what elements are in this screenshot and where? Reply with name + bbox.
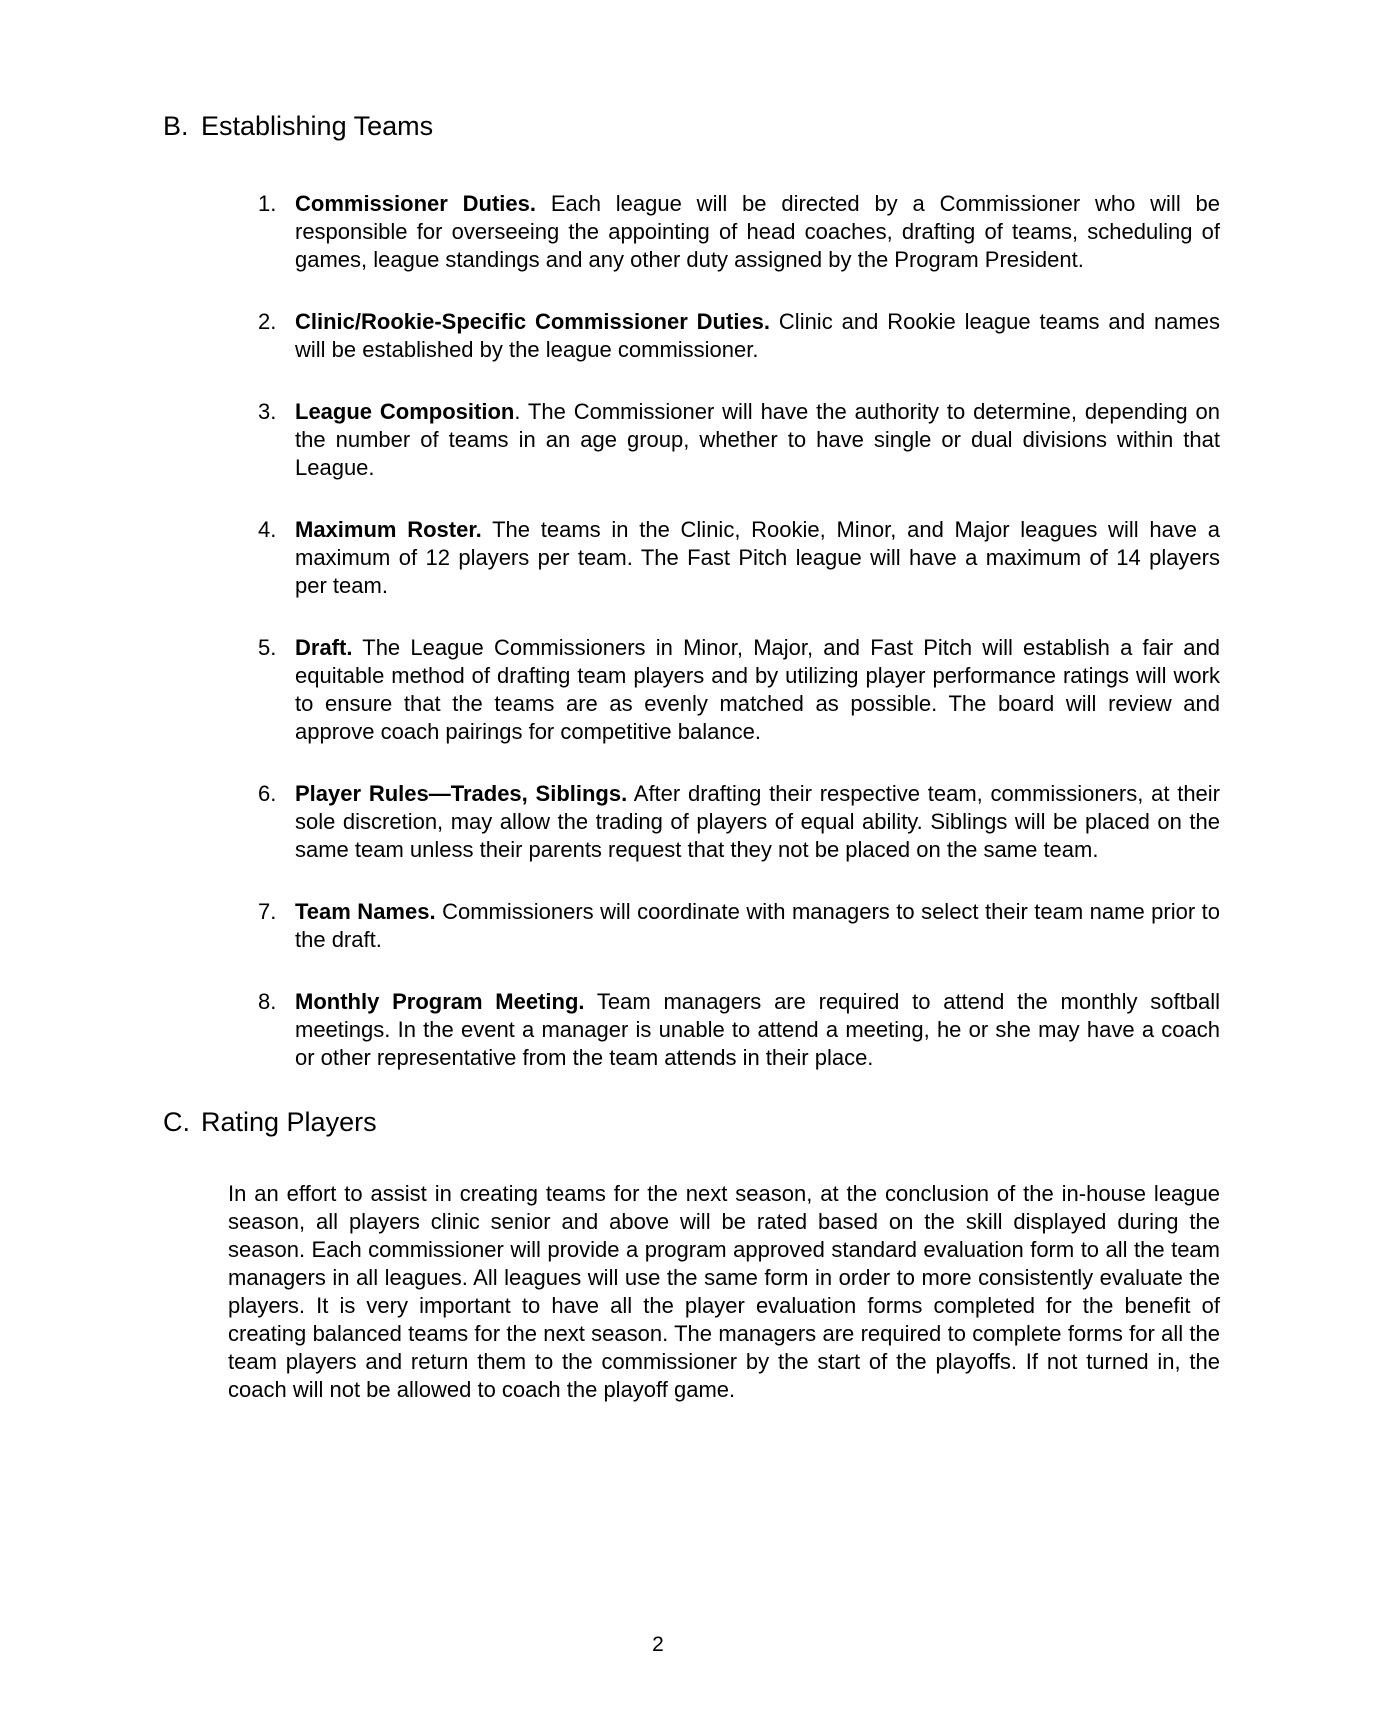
list-item-5 xyxy=(258,634,1220,746)
list-item-4-lead: Maximum Roster. xyxy=(295,517,482,542)
list-item-8-lead: Monthly Program Meeting. xyxy=(295,989,585,1014)
section-b-heading xyxy=(163,110,1220,142)
list-item-2-number: 2. xyxy=(258,309,277,334)
section-b-label: B. xyxy=(163,111,189,141)
list-item-4 xyxy=(258,516,1220,600)
list-item-3-lead: League Composition xyxy=(295,399,515,424)
list-item-2 xyxy=(258,308,1220,364)
list-item-4-rest: The teams in the Clinic, Rookie, Minor, and Major leagues will have a maximum of 12 players per team. The Fast Pitch league will have a maximum of 14 players per team. xyxy=(295,517,1220,598)
section-b-list xyxy=(258,190,1220,1072)
page-number: 2 xyxy=(652,1633,664,1656)
section-b-title: Establishing Teams xyxy=(201,111,434,141)
section-c-label: C. xyxy=(163,1107,190,1137)
list-item-6-text xyxy=(295,780,1220,864)
list-item-6-lead: Player Rules—Trades, Siblings. xyxy=(295,781,628,806)
list-item-5-rest: The League Commissioners in Minor, Major, and Fast Pitch will establish a fair and equitable method of drafting team players and by utilizing player performance ratings will work to ensure that the teams are as evenly matched as possible. The board will review and approve coach pairings for competitive balance. xyxy=(295,635,1220,744)
list-item-6-number: 6. xyxy=(258,781,277,806)
list-item-8 xyxy=(258,988,1220,1072)
list-item-7 xyxy=(258,898,1220,954)
list-item-1 xyxy=(258,190,1220,274)
list-item-6 xyxy=(258,780,1220,864)
section-c-paragraph: In an effort to assist in creating teams for the next season, at the conclusion of the in-house league season, all players clinic senior and above will be rated based on the skill displayed during the season. Each commissioner will provide a program approved standard evaluation form to all the team managers in all leagues. All leagues will use the same form in order to more consistently evaluate the players. It is very important to have all the player evaluation forms completed for the benefit of creating balanced teams for the next season. The managers are required to complete forms for all the team players and return them to the commissioner by the start of the playoffs. If not turned in, the coach will not be allowed to coach the playoff game. xyxy=(228,1181,1220,1402)
section-c-heading xyxy=(163,1106,1220,1138)
list-item-7-lead: Team Names. xyxy=(295,899,436,924)
list-item-5-number: 5. xyxy=(258,635,277,660)
list-item-8-rest: Team managers are required to attend the monthly softball meetings. In the event a manager is unable to attend a meeting, he or she may have a coach or other representative from the team attends in their place. xyxy=(295,989,1220,1070)
list-item-8-text xyxy=(295,988,1220,1072)
list-item-2-lead: Clinic/Rookie-Specific Commissioner Duties. xyxy=(295,309,771,334)
list-item-2-text xyxy=(295,308,1220,364)
page-content xyxy=(163,110,1220,1404)
list-item-5-lead: Draft. xyxy=(295,635,353,660)
list-item-4-number: 4. xyxy=(258,517,277,542)
list-item-3-text xyxy=(295,398,1220,482)
list-item-1-text xyxy=(295,190,1220,274)
list-item-7-number: 7. xyxy=(258,899,277,924)
list-item-2-rest: Clinic and Rookie league teams and names will be established by the league commissioner. xyxy=(295,309,1220,362)
list-item-1-number: 1. xyxy=(258,191,277,216)
list-item-3-rest: . The Commissioner will have the authority to determine, depending on the number of teams in an age group, whether to have single or dual divisions within that League. xyxy=(295,399,1220,480)
list-item-8-number: 8. xyxy=(258,989,277,1014)
list-item-7-text xyxy=(295,898,1220,954)
list-item-6-rest: After drafting their respective team, commissioners, at their sole discretion, may allow the trading of players of equal ability. Siblings will be placed on the same team unless their parents request that they not be placed on the same team. xyxy=(295,781,1221,862)
list-item-3 xyxy=(258,398,1220,482)
section-c-title: Rating Players xyxy=(201,1107,377,1137)
list-item-1-rest: Each league will be directed by a Commissioner who will be responsible for overseeing the appointing of head coaches, drafting of teams, scheduling of games, league standings and any other duty assigned by the Program President. xyxy=(295,191,1221,272)
list-item-4-text xyxy=(295,516,1220,600)
list-item-7-rest: Commissioners will coordinate with managers to select their team name prior to the draft. xyxy=(295,899,1221,952)
list-item-5-text xyxy=(295,634,1220,746)
list-item-1-lead: Commissioner Duties. xyxy=(295,191,536,216)
list-item-3-number: 3. xyxy=(258,399,277,424)
